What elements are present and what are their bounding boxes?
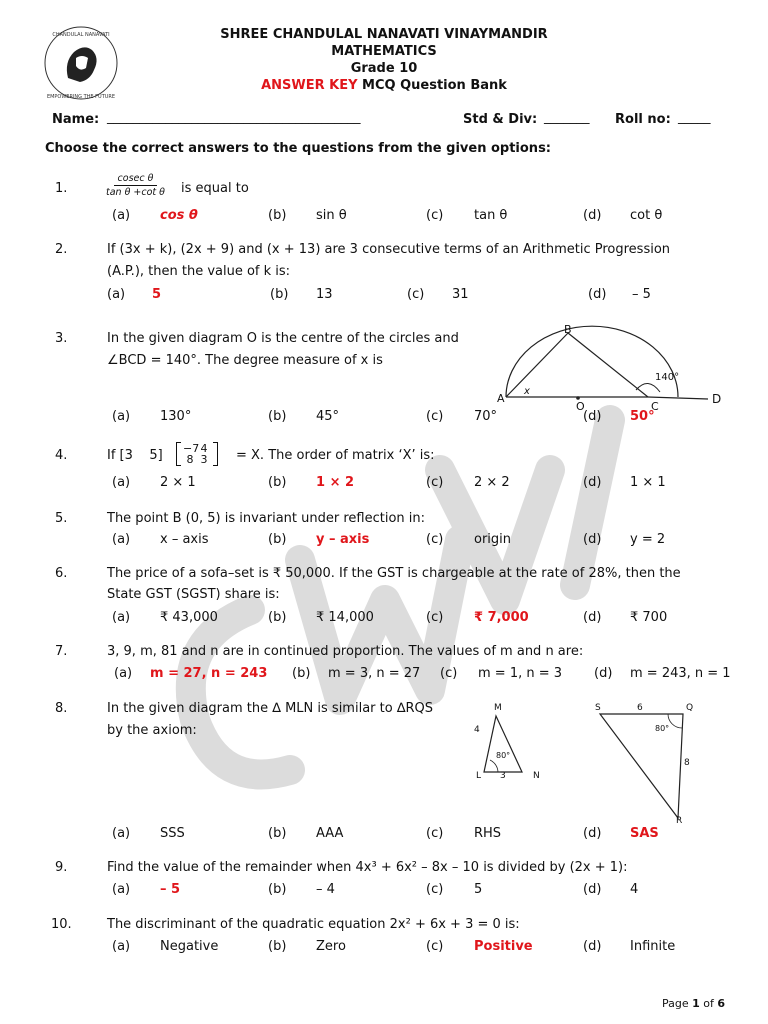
option-text: 5 — [474, 882, 483, 897]
option-label: (d) — [594, 666, 613, 681]
school-name: SHREE CHANDULAL NANAVATI VINAYMANDIR — [220, 27, 548, 42]
triangle-mln-diagram — [474, 700, 554, 785]
label-r: R — [676, 816, 683, 826]
option-label: (d) — [583, 532, 602, 547]
option-text: sin θ — [316, 208, 347, 223]
question-text: by the axiom: — [107, 723, 197, 738]
label-o: O — [576, 400, 585, 413]
of-word: of — [703, 997, 714, 1010]
page-number: 1 — [692, 997, 700, 1010]
matrix-cell: 4 — [200, 442, 208, 455]
fraction-denominator: tan θ +cot θ — [106, 187, 165, 198]
matrix — [176, 442, 218, 466]
svg-text:CHANDULAL NANAVATI: CHANDULAL NANAVATI — [52, 32, 110, 38]
label-n: N — [533, 771, 540, 781]
option-text: AAA — [316, 826, 344, 841]
question-text: 3, 9, m, 81 and n are in continued proportion. The values of m and n are: — [107, 644, 584, 659]
option-answer: cos θ — [160, 208, 198, 223]
question-bank-label: MCQ Question Bank — [362, 78, 507, 93]
option-label: (c) — [426, 475, 444, 490]
std-div-field[interactable]: _______ — [544, 110, 590, 125]
question-number: 2. — [55, 242, 68, 257]
label-l: L — [476, 771, 482, 781]
option-label: (a) — [107, 287, 126, 302]
option-text: 13 — [316, 287, 333, 302]
option-label: (d) — [583, 882, 602, 897]
std-div-label: Std & Div: — [463, 112, 538, 127]
matrix-bracket-right — [213, 442, 218, 466]
label-d: D — [712, 392, 722, 406]
angle-80-label: 80° — [655, 724, 670, 733]
option-answer: ₹ 7,000 — [474, 610, 529, 625]
option-answer: – 5 — [160, 882, 181, 897]
fraction-numerator: cosec θ — [114, 173, 158, 186]
roll-no-field[interactable]: _____ — [678, 110, 711, 125]
svg-text:EMPOWERING THE FUTURE: EMPOWERING THE FUTURE — [46, 94, 116, 100]
option-answer: 50° — [630, 409, 655, 424]
option-text: ₹ 14,000 — [316, 610, 374, 625]
option-label: (b) — [292, 666, 311, 681]
option-text: tan θ — [474, 208, 508, 223]
question-number: 4. — [55, 448, 68, 463]
matrix-cells — [181, 443, 213, 465]
option-label: (b) — [268, 208, 287, 223]
circle-diagram — [488, 320, 728, 420]
question-number: 7. — [55, 644, 68, 659]
question-number: 5. — [55, 511, 68, 526]
option-label: (a) — [112, 409, 131, 424]
option-text: 130° — [160, 409, 192, 424]
label-q: Q — [686, 703, 694, 713]
option-label: (b) — [268, 939, 287, 954]
matrix-cell: 8 — [186, 453, 194, 466]
option-text: m = 1, n = 3 — [478, 666, 563, 681]
option-label: (d) — [583, 409, 602, 424]
option-label: (b) — [268, 475, 287, 490]
question-text: If [3 5] — [107, 448, 163, 463]
option-text: ₹ 43,000 — [160, 610, 218, 625]
question-text: In the given diagram O is the centre of the circles and — [107, 331, 459, 346]
option-label: (a) — [112, 882, 131, 897]
matrix-cell: −7 — [183, 442, 200, 455]
page-word: Page — [662, 997, 689, 1010]
option-text: 2 × 2 — [474, 475, 510, 490]
option-text: RHS — [474, 826, 502, 841]
option-label: (d) — [583, 208, 602, 223]
question-number: 1. — [55, 181, 68, 196]
question-text: is equal to — [181, 181, 249, 196]
option-text: 31 — [452, 287, 469, 302]
question-text: = X. The order of matrix ‘X’ is: — [236, 448, 435, 463]
side-3-label: 3 — [500, 771, 506, 781]
option-label: (c) — [426, 610, 444, 625]
roll-no-label: Roll no: — [615, 112, 671, 127]
question-text: In the given diagram the ∆ MLN is similar to ∆RQS — [107, 701, 434, 716]
option-label: (a) — [112, 939, 131, 954]
question-number: 6. — [55, 566, 68, 581]
question-text: Find the value of the remainder when 4x³ + 6x² – 8x – 10 is divided by (2x + 1): — [107, 860, 628, 875]
option-label: (a) — [112, 610, 131, 625]
side-6-label: 6 — [637, 703, 643, 713]
page-total: 6 — [717, 997, 726, 1010]
option-text: 45° — [316, 409, 340, 424]
question-text: ∠BCD = 140°. The degree measure of x is — [107, 353, 383, 368]
option-label: (b) — [268, 826, 287, 841]
question-text: If (3x + k), (2x + 9) and (x + 13) are 3 consecutive terms of an Arithmetic Progression — [107, 242, 671, 257]
option-label: (a) — [112, 826, 131, 841]
option-label: (c) — [426, 208, 444, 223]
option-label: (c) — [426, 532, 444, 547]
option-answer: SAS — [630, 826, 659, 841]
answer-key-label: ANSWER KEY — [261, 78, 358, 93]
side-4-label: 4 — [474, 725, 480, 735]
option-text: y = 2 — [630, 532, 666, 547]
label-b: B — [564, 323, 572, 336]
option-label: (b) — [268, 532, 287, 547]
option-text: m = 243, n = 1 — [630, 666, 731, 681]
subject-title: MATHEMATICS — [331, 44, 437, 59]
question-text: The point B (0, 5) is invariant under reflection in: — [107, 511, 426, 526]
page-indicator — [662, 997, 725, 1010]
option-label: (b) — [268, 409, 287, 424]
option-text: origin — [474, 532, 512, 547]
name-field[interactable]: _______________________________________ — [107, 110, 361, 125]
option-text: ₹ 700 — [630, 610, 668, 625]
option-text: 1 × 1 — [630, 475, 666, 490]
option-answer: 1 × 2 — [316, 475, 355, 490]
angle-80-label: 80° — [496, 751, 511, 760]
label-s: S — [595, 703, 601, 713]
option-text: cot θ — [630, 208, 663, 223]
option-label: (d) — [583, 939, 602, 954]
angle-label: 140° — [655, 372, 680, 383]
name-label: Name: — [52, 112, 100, 127]
question-text: The discriminant of the quadratic equation 2x² + 6x + 3 = 0 is: — [107, 917, 520, 932]
option-text: x – axis — [160, 532, 209, 547]
option-label: (d) — [583, 826, 602, 841]
fraction — [106, 173, 165, 198]
option-label: (b) — [268, 610, 287, 625]
option-text: – 5 — [632, 287, 651, 302]
question-number: 3. — [55, 331, 68, 346]
question-number: 9. — [55, 860, 68, 875]
label-c: C — [651, 400, 659, 413]
question-text: State GST (SGST) share is: — [107, 587, 280, 602]
option-text: 4 — [630, 882, 639, 897]
option-label: (b) — [270, 287, 289, 302]
label-m: M — [494, 703, 502, 713]
option-label: (c) — [440, 666, 458, 681]
question-number: 10. — [51, 917, 72, 932]
option-label: (a) — [112, 532, 131, 547]
side-8-label: 8 — [684, 758, 690, 768]
option-text: 2 × 1 — [160, 475, 196, 490]
option-answer: Positive — [474, 939, 533, 954]
answer-key-title — [0, 78, 768, 93]
option-label: (c) — [407, 287, 425, 302]
option-label: (b) — [268, 882, 287, 897]
option-answer: 5 — [152, 287, 162, 302]
option-text: SSS — [160, 826, 185, 841]
option-text: m = 3, n = 27 — [328, 666, 421, 681]
option-text: Infinite — [630, 939, 676, 954]
option-label: (c) — [426, 939, 444, 954]
matrix-cell: 3 — [200, 453, 208, 466]
option-label: (d) — [588, 287, 607, 302]
option-label: (c) — [426, 826, 444, 841]
option-label: (a) — [114, 666, 133, 681]
option-text: Zero — [316, 939, 346, 954]
question-text: The price of a sofa–set is ₹ 50,000. If the GST is chargeable at the rate of 28%, then the — [107, 566, 681, 581]
option-label: (c) — [426, 882, 444, 897]
option-text: 70° — [474, 409, 498, 424]
instructions: Choose the correct answers to the questions from the given options: — [45, 141, 552, 156]
option-label: (d) — [583, 475, 602, 490]
option-answer: y – axis — [316, 532, 370, 547]
question-text: (A.P.), then the value of k is: — [107, 264, 291, 279]
option-label: (a) — [112, 475, 131, 490]
grade-title: Grade 10 — [350, 61, 418, 76]
label-x: x — [524, 386, 530, 397]
option-label: (d) — [583, 610, 602, 625]
triangle-rqs-diagram — [588, 700, 698, 830]
option-label: (a) — [112, 208, 131, 223]
option-label: (c) — [426, 409, 444, 424]
option-answer: m = 27, n = 243 — [150, 666, 268, 681]
question-number: 8. — [55, 701, 68, 716]
option-text: Negative — [160, 939, 219, 954]
option-text: – 4 — [316, 882, 335, 897]
label-a: A — [497, 392, 505, 405]
